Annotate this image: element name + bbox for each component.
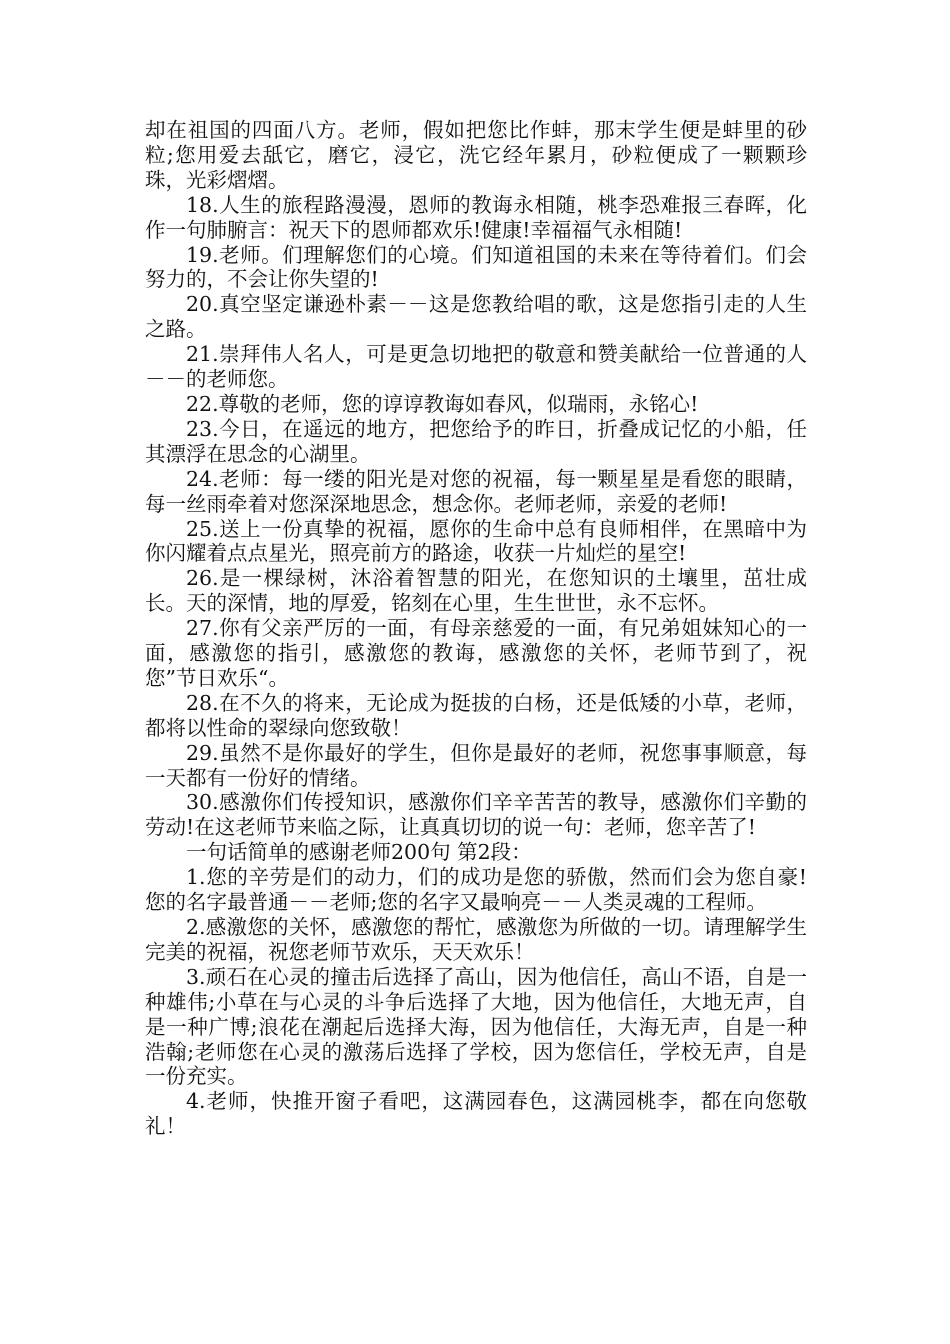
paragraph-item-22: 22.尊敬的老师，您的谆谆教诲如春风，似瑞雨，永铭心!: [186, 391, 699, 416]
document-body: [145, 118, 807, 1139]
paragraph-item-27: 27.你有父亲严厉的一面，有母亲慈爱的一面，有兄弟姐妹知心的一面，感激您的指引，感激您的教诲，感激您的关怀，老师节到了，祝您”节日欢乐“。: [145, 616, 807, 690]
paragraph-item-18: 18.人生的旅程路漫漫，恩师的教诲永相随，桃李恐难报三春晖，化作一句肺腑言：祝天下的恩师都欢乐!健康!幸福福气永相随!: [145, 192, 807, 242]
paragraph-item-20: 20.真空坚定谦逊朴素－－这是您教给唱的歌，这是您指引走的人生之路。: [145, 292, 807, 342]
paragraph-item-28: 28.在不久的将来，无论成为挺拔的白杨，还是低矮的小草，老师，都将以性命的翠绿向您致敬！: [145, 690, 807, 740]
paragraph-item-26: 26.是一棵绿树，沐浴着智慧的阳光，在您知识的土壤里，茁壮成长。天的深情，地的厚爱，铭刻在心里，生生世世，永不忘怀。: [145, 566, 807, 616]
paragraph-item-23: 23.今日，在遥远的地方，把您给予的昨日，折叠成记忆的小船，任其漂浮在思念的心湖里。: [145, 416, 807, 466]
paragraph-item-2: 2.感激您的关怀，感激您的帮忙，感激您为所做的一切。请理解学生完美的祝福，祝您老师节欢乐，天天欢乐！: [145, 915, 807, 964]
paragraph-item-30: 30.感激你们传授知识，感激你们辛辛苦苦的教导，感激你们辛勤的劳动!在这老师节来临之际，让真真切切的说一句：老师，您辛苦了!: [145, 790, 807, 840]
paragraph-item-21: 21.崇拜伟人名人，可是更急切地把的敬意和赞美献给一位普通的人－－的老师您。: [145, 342, 807, 392]
paragraph-item-3: 3.顽石在心灵的撞击后选择了高山，因为他信任，高山不语，自是一种雄伟;小草在与心灵的斗争后选择了大地，因为他信任，大地无声，自是一种广博;浪花在潮起后选择大海，因为他信任，大海无声，自是一种浩翰;老师您在心灵的激荡后选择了学校，因为您信任，学校无声，自是一份充实。: [145, 964, 807, 1089]
paragraph-item-25: 25.送上一份真挚的祝福，愿你的生命中总有良师相伴，在黑暗中为你闪耀着点点星光，照亮前方的路途，收获一片灿烂的星空!: [145, 516, 807, 566]
paragraph-item-29: 29.虽然不是你最好的学生，但你是最好的老师，祝您事事顺意，每一天都有一份好的情绪。: [145, 740, 807, 790]
paragraph-item-4: 4.老师，快推开窗子看吧，这满园春色，这满园桃李，都在向您敬礼！: [145, 1089, 807, 1139]
paragraph-item-19: 19.老师。们理解您们的心境。们知道祖国的未来在等待着们。们会努力的，不会让你失望的!: [145, 242, 807, 292]
paragraph-item-24: 24.老师：每一缕的阳光是对您的祝福，每一颗星星是看您的眼睛，每一丝雨牵着对您深深地思念，想念你。老师老师，亲爱的老师!: [145, 466, 807, 516]
section-heading: 一句话简单的感谢老师200句 第2段：: [186, 840, 532, 865]
paragraph-continuation: 却在祖国的四面八方。老师，假如把您比作蚌，那末学生便是蚌里的砂粒;您用爱去舐它，磨它，浸它，洗它经年累月，砂粒便成了一颗颗珍珠，光彩熠熠。: [145, 118, 807, 192]
paragraph-item-1: 1.您的辛劳是们的动力，们的成功是您的骄傲，然而们会为您自豪!您的名字最普通－－老师;您的名字又最响亮－－人类灵魂的工程师。: [145, 865, 807, 915]
